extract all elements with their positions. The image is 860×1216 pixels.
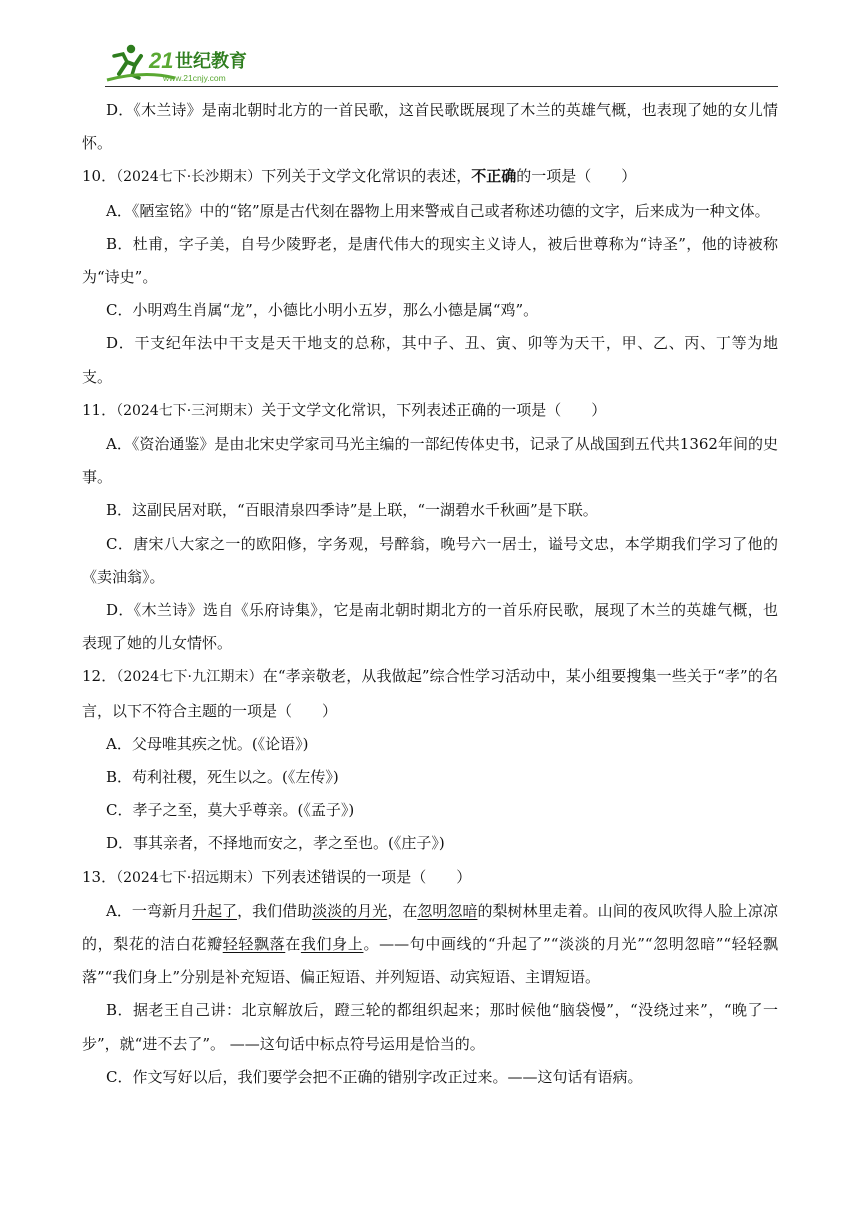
stem-text: 关于文学文化常识，下列表述正确的一项是（ ） — [261, 400, 607, 419]
underlined-phrase: 轻轻飘落 — [222, 935, 286, 954]
option-text: ，在 — [387, 901, 418, 920]
option-text: A．一弯新月 — [106, 901, 192, 920]
option-text: ，我们借助 — [237, 901, 313, 920]
question-12-option-a: A．父母唯其疾之忧。(《论语》) — [106, 734, 309, 753]
question-source: （2024七下·长沙期末） — [116, 169, 262, 186]
question-11-option-a: A．《资治通鉴》是由北宋史学家司马光主编的一部纪传体史书，记录了从战国到五代共1362年间的史事。 — [82, 435, 778, 487]
stem-text: 在“孝亲敬老，从我做起”综合性学习活动中，某小组要搜集一些关于“孝”的名言，以下不符合主题的一项是（ ） — [82, 667, 778, 720]
svg-text:www.21cnjy.com: www.21cnjy.com — [163, 73, 226, 83]
question-source: （2024七下·三河期末） — [116, 402, 262, 419]
underlined-phrase: 升起了 — [191, 901, 238, 920]
question-10-option-c: C．小明鸡生肖属“龙”，小德比小明小五岁，那么小德是属“鸡”。 — [106, 301, 539, 320]
question-11-option-b: B．这副民居对联，“百眼清泉四季诗”是上联，“一湖碧水千秋画”是下联。 — [106, 501, 598, 520]
question-11-option-d: D．《木兰诗》选自《乐府诗集》，它是南北朝时期北方的一首乐府民歌，展现了木兰的英雄气概，也表现了她的儿女情怀。 — [82, 601, 778, 653]
question-12-option-d: D．事其亲者，不择地而安之，孝之至也。(《庄子》) — [106, 834, 445, 853]
question-source: （2024七下·招远期末） — [116, 869, 262, 886]
question-number: 12． — [82, 667, 117, 686]
question-number: 10． — [82, 167, 117, 186]
question-10-option-a: A．《陋室铭》中的“铭”原是古代刻在器物上用来警戒自己或者称述功德的文字，后来成为一种文体。 — [106, 201, 770, 220]
question-13-stem — [82, 861, 778, 895]
question-source: （2024七下·九江期末） — [116, 669, 263, 686]
stem-text: 下列关于文学文化常识的表述， — [261, 167, 472, 186]
stem-text: 的一项是（ ） — [516, 167, 637, 186]
stem-emphasis: 不正确 — [471, 167, 517, 186]
question-10-stem — [82, 160, 778, 194]
question-11-stem — [82, 394, 778, 428]
brand-logo — [105, 40, 285, 84]
svg-text:21: 21 — [149, 48, 174, 73]
question-10-option-b: B．杜甫，字子美，自号少陵野老，是唐代伟大的现实主义诗人，被后世尊称为“诗圣”，他的诗被称为“诗史”。 — [82, 234, 778, 287]
page-header — [105, 40, 778, 88]
header-rule — [105, 86, 778, 87]
option-text: 在 — [285, 935, 301, 954]
question-13-option-c: C．作文写好以后，我们要学会把不正确的错别字改正过来。——这句话有语病。 — [106, 1067, 643, 1086]
question-11-option-c: C．唐宋八大家之一的欧阳修，字务观，号醉翁，晚号六一居士，谥号文忠，本学期我们学习了他的《卖油翁》。 — [82, 534, 778, 586]
question-13-option-b: B．据老王自己讲：北京解放后，蹬三轮的都组织起来；那时候他“脑袋慢”，“没绕过来”，“晚了一步”，就“进不去了”。 ——这句话中标点符号运用是恰当的。 — [82, 1001, 778, 1053]
question-number: 13． — [82, 867, 117, 886]
question-12-stem — [82, 660, 778, 727]
stem-text: 下列表述错误的一项是（ ） — [261, 867, 472, 886]
underlined-phrase: 忽明忽暗 — [417, 901, 478, 920]
question-number: 11． — [82, 400, 117, 419]
question-12-option-c: C．孝子之至，莫大乎尊亲。(《孟子》) — [106, 801, 355, 820]
underlined-phrase: 淡淡的月光 — [312, 901, 388, 920]
question-13-option-a — [82, 895, 778, 995]
underlined-phrase: 我们身上 — [300, 935, 364, 954]
question-10-option-d: D．干支纪年法中干支是天干地支的总称，其中子、丑、寅、卯等为天干，甲、乙、丙、丁等为地支。 — [82, 334, 778, 386]
option-text: 的梨树林里走着。山间的夜风吹得人脸上凉凉的，梨花的洁白花瓣 — [82, 901, 778, 954]
question-12-option-b: B．苟利社稷，死生以之。(《左传》) — [106, 768, 339, 787]
option-text: 。——句中画线的“升起了”“淡淡的月光”“忽明忽暗”“轻轻飘落”“我们身上”分别是补充短语、偏正短语、并列短语、动宾短语、主谓短语。 — [82, 935, 778, 987]
prev-option-d: D．《木兰诗》是南北朝时北方的一首民歌，这首民歌既展现了木兰的英雄气概，也表现了她的女儿情怀。 — [82, 101, 778, 153]
svg-text:世纪教育: 世纪教育 — [175, 51, 247, 72]
question-content — [82, 94, 778, 1094]
